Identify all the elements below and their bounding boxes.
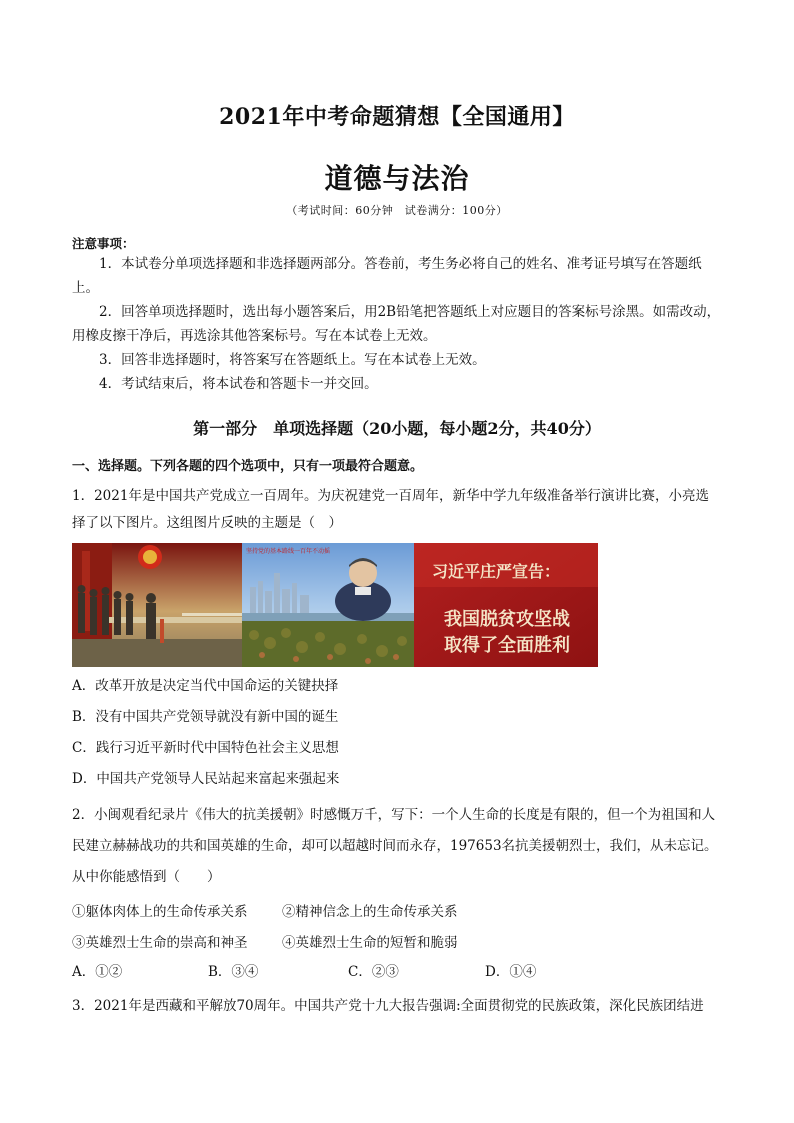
notice-item: 1．本试卷分单项选择题和非选择题两部分。答卷前，考生务必将自己的姓名、准考证号填写在答题纸上。 (72, 256, 702, 296)
section-instruction: 一、选择题。下列各题的四个选项中，只有一项最符合题意。 (72, 459, 424, 474)
option-c[interactable]: C．践行习近平新时代中国特色社会主义思想 (72, 740, 339, 756)
option-b[interactable]: B．没有中国共产党领导就没有新中国的诞生 (72, 709, 339, 725)
section-title: 第一部分 单项选择题（20小题，每小题2分，共40分） (193, 419, 601, 438)
image-2-banner-text: 坚持党的基本路线一百年不动摇 (246, 548, 331, 555)
question-2-statements-row-1 (72, 900, 458, 920)
subject-title: 道德与法治 (324, 162, 470, 195)
question-1-options (72, 671, 722, 795)
question-1-images (72, 543, 598, 667)
notice-item: 3．回答非选择题时，将答案写在答题纸上。写在本试卷上无效。 (99, 352, 486, 368)
image-3-line-3: 取得了全面胜利 (444, 635, 570, 656)
statement-1: ①躯体肉体上的生命传承关系 (72, 904, 248, 920)
statement-3: ③英雄烈士生命的崇高和神圣 (72, 935, 248, 951)
option-d[interactable]: D．①④ (485, 964, 537, 980)
statement-2: ②精神信念上的生命传承关系 (282, 904, 458, 920)
exam-info: （考试时间：60分钟 试卷满分：100分） (286, 204, 508, 217)
option-d[interactable]: D．中国共产党领导人民站起来富起来强起来 (72, 771, 340, 787)
reform-opening-photo (242, 543, 414, 667)
question-2-statements-row-2 (72, 931, 458, 951)
founding-ceremony-photo (72, 543, 242, 667)
notice-item: 2．回答单项选择题时，选出每小题答案后，用2B铅笔把答题纸上对应题目的答案标号涂黑。如需改动，用橡皮擦干净后，再选涂其他答案标号。写在本试卷上无效。 (72, 304, 721, 344)
image-3-heading: 习近平庄严宣告： (432, 562, 561, 581)
option-b[interactable]: B．③④ (208, 964, 259, 980)
notice-title: 注意事项： (72, 236, 135, 251)
poverty-alleviation-poster (414, 543, 598, 667)
option-a[interactable]: A．①② (72, 964, 123, 980)
question-1-stem: 1．2021年是中国共产党成立一百周年。为庆祝建党一百周年，新华中学九年级准备举行演讲比赛，小亮选择了以下图片。这组图片反映的主题是（ ） (72, 488, 709, 531)
image-3-line-2: 我国脱贫攻坚战 (444, 609, 570, 630)
exam-title: 2021年中考命题猜想【全国通用】 (219, 104, 575, 130)
statement-4: ④英雄烈士生命的短暂和脆弱 (282, 935, 458, 951)
question-3-stem: 3．2021年是西藏和平解放70周年。中国共产党十九大报告强调:全面贯彻党的民族政策，深化民族团结进 (72, 998, 704, 1014)
option-c[interactable]: C．②③ (348, 964, 399, 980)
notice-item: 4．考试结束后，将本试卷和答题卡一并交回。 (99, 376, 378, 392)
option-a[interactable]: A．改革开放是决定当代中国命运的关键抉择 (72, 678, 339, 694)
notice-list (72, 252, 722, 396)
question-2-stem: 2．小闽观看纪录片《伟大的抗美援朝》时感慨万千，写下：一个人生命的长度是有限的，但一个为祖国和人民建立赫赫战功的共和国英雄的生命，却可以超越时间而永存，197653名抗美援朝烈士，我们，从未忘记。从中你能感悟到（ ） (72, 807, 718, 885)
